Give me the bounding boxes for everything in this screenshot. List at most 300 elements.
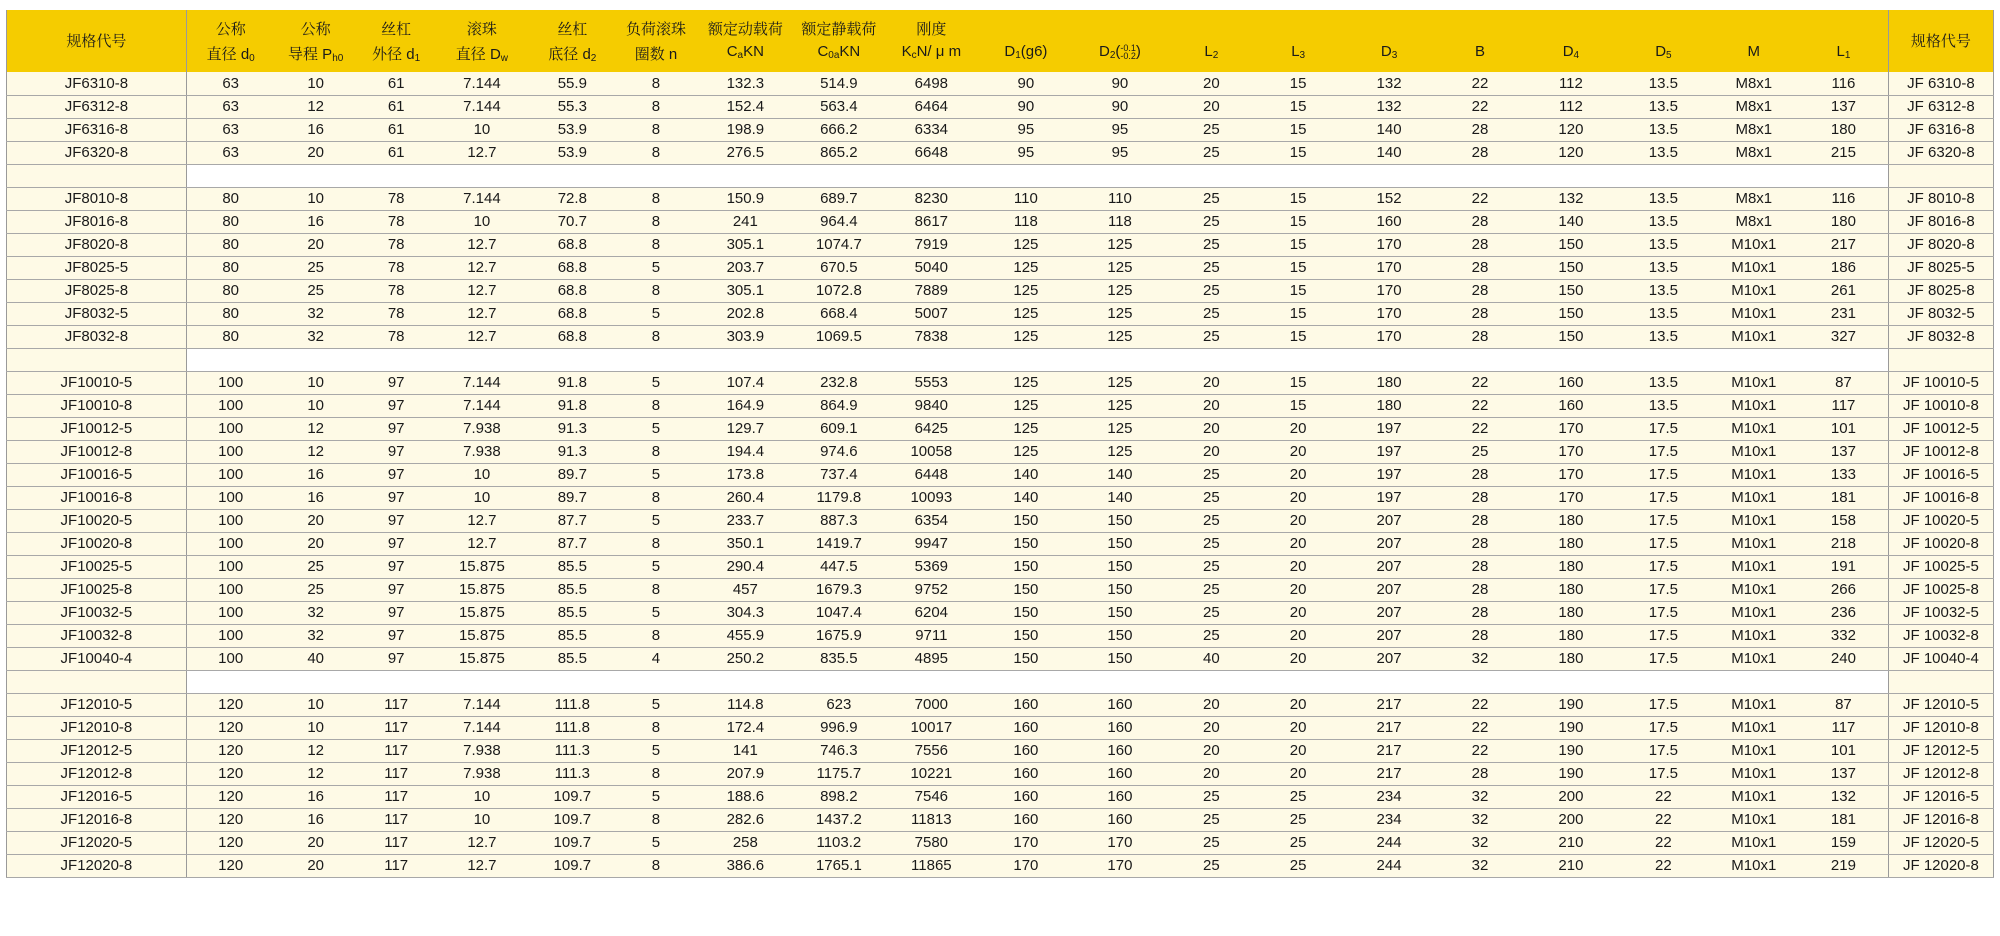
value-cell: 111.3 (528, 762, 616, 785)
value-cell: 8 (616, 716, 695, 739)
value-cell: 28 (1436, 486, 1523, 509)
value-cell: 12.7 (436, 509, 528, 532)
value-cell: 90 (1072, 95, 1169, 118)
value-cell: 13.5 (1618, 118, 1708, 141)
value-cell: 865.2 (795, 141, 882, 164)
value-cell: 20 (1255, 532, 1342, 555)
value-cell: 114.8 (695, 693, 795, 716)
value-cell: 5 (616, 302, 695, 325)
value-cell: 1074.7 (795, 233, 882, 256)
value-cell: 97 (357, 578, 436, 601)
value-cell: 28 (1436, 233, 1523, 256)
value-cell: 25 (1168, 187, 1254, 210)
value-cell: 68.8 (528, 325, 616, 348)
value-cell: 160 (980, 693, 1071, 716)
value-cell: 232.8 (795, 371, 882, 394)
value-cell: 110 (980, 187, 1071, 210)
value-cell: 100 (186, 555, 274, 578)
value-cell: 7919 (883, 233, 981, 256)
value-cell: 13.5 (1618, 233, 1708, 256)
value-cell: 1179.8 (795, 486, 882, 509)
value-cell: 25 (1168, 601, 1254, 624)
value-cell: 15.875 (436, 601, 528, 624)
value-cell: 25 (1168, 624, 1254, 647)
table-row (7, 854, 1994, 877)
value-cell: 12 (275, 417, 357, 440)
value-cell: 63 (186, 72, 274, 95)
value-cell: M10x1 (1709, 325, 1799, 348)
value-cell: 8 (616, 808, 695, 831)
value-cell: 85.5 (528, 578, 616, 601)
value-cell: 68.8 (528, 302, 616, 325)
value-cell: 170 (1342, 325, 1437, 348)
value-cell: 129.7 (695, 417, 795, 440)
spec-code-cell: JF12010-8 (7, 716, 187, 739)
value-cell: 180 (1524, 509, 1619, 532)
spec-code-cell: JF10012-8 (7, 440, 187, 463)
value-cell: 7000 (883, 693, 981, 716)
header-dynamic-load: 额定动载荷 (695, 10, 795, 41)
value-cell: 20 (1255, 578, 1342, 601)
value-cell: 898.2 (795, 785, 882, 808)
value-cell: 218 (1799, 532, 1888, 555)
table-row (7, 210, 1994, 233)
value-cell: 12.7 (436, 279, 528, 302)
value-cell: 87.7 (528, 532, 616, 555)
spec-code-cell: JF12020-5 (7, 831, 187, 854)
value-cell: 5 (616, 371, 695, 394)
value-cell: 231 (1799, 302, 1888, 325)
table-row (7, 440, 1994, 463)
value-cell: 7838 (883, 325, 981, 348)
value-cell: 150 (1072, 509, 1169, 532)
value-cell: 13.5 (1618, 256, 1708, 279)
spec-code-cell: JF8025-5 (7, 256, 187, 279)
value-cell: 170 (1072, 831, 1169, 854)
value-cell: 5 (616, 555, 695, 578)
value-cell: 160 (980, 762, 1071, 785)
value-cell: 8 (616, 486, 695, 509)
header-spec-code-right: 规格代号 (1888, 10, 1993, 72)
value-cell: 13.5 (1618, 371, 1708, 394)
value-cell: 53.9 (528, 141, 616, 164)
value-cell: 8 (616, 440, 695, 463)
value-cell: 10 (436, 463, 528, 486)
value-cell: 514.9 (795, 72, 882, 95)
value-cell: 12.7 (436, 532, 528, 555)
value-cell: 12.7 (436, 831, 528, 854)
value-cell: 132 (1342, 95, 1437, 118)
value-cell: 10 (436, 808, 528, 831)
value-cell: 28 (1436, 210, 1523, 233)
value-cell: 164.9 (695, 394, 795, 417)
value-cell: 170 (1342, 233, 1437, 256)
value-cell: 15 (1255, 279, 1342, 302)
spec-code-cell: JF10020-5 (7, 509, 187, 532)
value-cell: 8 (616, 95, 695, 118)
value-cell: 203.7 (695, 256, 795, 279)
value-cell: 80 (186, 325, 274, 348)
value-cell: 63 (186, 141, 274, 164)
value-cell: M8x1 (1709, 187, 1799, 210)
value-cell: 20 (1168, 693, 1254, 716)
table-row (7, 578, 1994, 601)
spec-code-cell: JF8032-5 (7, 302, 187, 325)
value-cell: 150.9 (695, 187, 795, 210)
value-cell: 20 (1168, 95, 1254, 118)
value-cell: 100 (186, 463, 274, 486)
value-cell: 20 (1255, 762, 1342, 785)
value-cell: 125 (1072, 325, 1169, 348)
value-cell: 32 (1436, 647, 1523, 670)
value-cell: 78 (357, 256, 436, 279)
value-cell: 125 (1072, 440, 1169, 463)
value-cell: 22 (1436, 417, 1523, 440)
value-cell: 97 (357, 394, 436, 417)
group-separator (7, 670, 1994, 693)
value-cell: 112 (1524, 72, 1619, 95)
header-B: B (1436, 41, 1523, 72)
value-cell: 1675.9 (795, 624, 882, 647)
value-cell: 12.7 (436, 325, 528, 348)
value-cell: 111.8 (528, 716, 616, 739)
spec-code-cell: JF10032-5 (7, 601, 187, 624)
value-cell: 160 (1072, 762, 1169, 785)
header-ph0: 导程 $P_{h0}$ (275, 41, 357, 72)
value-cell: 117 (357, 716, 436, 739)
value-cell: 15 (1255, 371, 1342, 394)
spec-code-cell: JF8020-8 (7, 233, 187, 256)
value-cell: 120 (1524, 118, 1619, 141)
value-cell: 85.5 (528, 601, 616, 624)
value-cell: 100 (186, 624, 274, 647)
value-cell: M8x1 (1709, 141, 1799, 164)
header-screw-outer: 丝杠 (357, 10, 436, 41)
table-row (7, 739, 1994, 762)
value-cell: 61 (357, 95, 436, 118)
spec-code-cell: JF12012-8 (7, 762, 187, 785)
value-cell: 180 (1342, 371, 1437, 394)
header-static-load: 额定静载荷 (795, 10, 882, 41)
value-cell: 22 (1436, 95, 1523, 118)
value-cell: 91.3 (528, 417, 616, 440)
value-cell: 150 (980, 509, 1071, 532)
value-cell: 20 (1255, 440, 1342, 463)
value-cell: 70.7 (528, 210, 616, 233)
value-cell: 10 (275, 716, 357, 739)
value-cell: 217 (1799, 233, 1888, 256)
value-cell: 120 (186, 739, 274, 762)
value-cell: 563.4 (795, 95, 882, 118)
value-cell: 217 (1342, 716, 1437, 739)
value-cell: 32 (275, 325, 357, 348)
table-row (7, 394, 1994, 417)
table-row (7, 762, 1994, 785)
value-cell: M10x1 (1709, 555, 1799, 578)
spec-code-right-cell: JF 10025-8 (1888, 578, 1993, 601)
value-cell: 194.4 (695, 440, 795, 463)
value-cell: 85.5 (528, 624, 616, 647)
value-cell: 150 (1524, 256, 1619, 279)
value-cell: M8x1 (1709, 210, 1799, 233)
value-cell: 15 (1255, 118, 1342, 141)
value-cell: 63 (186, 95, 274, 118)
value-cell: 186 (1799, 256, 1888, 279)
value-cell: 63 (186, 118, 274, 141)
value-cell: M10x1 (1709, 233, 1799, 256)
spec-code-right-cell: JF 10016-8 (1888, 486, 1993, 509)
value-cell: 10221 (883, 762, 981, 785)
spec-code-right-cell: JF 6312-8 (1888, 95, 1993, 118)
value-cell: 28 (1436, 302, 1523, 325)
value-cell: 12.7 (436, 141, 528, 164)
value-cell: 40 (275, 647, 357, 670)
value-cell: 20 (1255, 486, 1342, 509)
value-cell: 150 (1524, 279, 1619, 302)
table-row (7, 302, 1994, 325)
value-cell: 200 (1524, 808, 1619, 831)
value-cell: 10 (436, 118, 528, 141)
value-cell: 28 (1436, 578, 1523, 601)
value-cell: 5 (616, 256, 695, 279)
value-cell: 22 (1618, 785, 1708, 808)
value-cell: 16 (275, 486, 357, 509)
value-cell: 8 (616, 210, 695, 233)
header-ca: $C_aKN$ (695, 41, 795, 72)
header-D5: $D_5$ (1618, 41, 1708, 72)
spec-code-cell: JF10010-5 (7, 371, 187, 394)
value-cell: M10x1 (1709, 371, 1799, 394)
value-cell: M10x1 (1709, 601, 1799, 624)
spec-code-right-cell: JF 10010-8 (1888, 394, 1993, 417)
value-cell: 4 (616, 647, 695, 670)
value-cell: 100 (186, 532, 274, 555)
value-cell: M10x1 (1709, 532, 1799, 555)
value-cell: 160 (980, 716, 1071, 739)
spec-code-right-cell: JF 12012-8 (1888, 762, 1993, 785)
header-d2: 底径 $d_2$ (528, 41, 616, 72)
value-cell: 12.7 (436, 302, 528, 325)
value-cell: 160 (1072, 693, 1169, 716)
table-row (7, 233, 1994, 256)
value-cell: 190 (1524, 716, 1619, 739)
value-cell: 236 (1799, 601, 1888, 624)
value-cell: 173.8 (695, 463, 795, 486)
header-L2: $L_2$ (1168, 41, 1254, 72)
value-cell: 20 (1255, 693, 1342, 716)
value-cell: M8x1 (1709, 95, 1799, 118)
value-cell: 964.4 (795, 210, 882, 233)
header-coa: $C_{0a}KN$ (795, 41, 882, 72)
spec-code-right-cell: JF 12016-8 (1888, 808, 1993, 831)
value-cell: 22 (1436, 72, 1523, 95)
value-cell: 241 (695, 210, 795, 233)
value-cell: 160 (980, 785, 1071, 808)
value-cell: 28 (1436, 141, 1523, 164)
value-cell: M10x1 (1709, 509, 1799, 532)
value-cell: 150 (1072, 624, 1169, 647)
value-cell: 15 (1255, 141, 1342, 164)
value-cell: 7.144 (436, 187, 528, 210)
value-cell: 447.5 (795, 555, 882, 578)
spec-code-cell: JF8032-8 (7, 325, 187, 348)
value-cell: 6204 (883, 601, 981, 624)
value-cell: 8 (616, 187, 695, 210)
value-cell: 20 (1255, 417, 1342, 440)
value-cell: 887.3 (795, 509, 882, 532)
spec-code-right-cell: JF 10025-5 (1888, 555, 1993, 578)
value-cell: 290.4 (695, 555, 795, 578)
spec-code-cell: JF6320-8 (7, 141, 187, 164)
value-cell: 215 (1799, 141, 1888, 164)
value-cell: 190 (1524, 739, 1619, 762)
value-cell: 150 (980, 601, 1071, 624)
value-cell: 6448 (883, 463, 981, 486)
value-cell: 217 (1342, 693, 1437, 716)
value-cell: 197 (1342, 463, 1437, 486)
value-cell: 100 (186, 417, 274, 440)
value-cell: 109.7 (528, 785, 616, 808)
value-cell: 8 (616, 141, 695, 164)
table-row (7, 532, 1994, 555)
value-cell: 32 (1436, 854, 1523, 877)
value-cell: 125 (1072, 302, 1169, 325)
value-cell: 150 (1072, 532, 1169, 555)
value-cell: M8x1 (1709, 118, 1799, 141)
value-cell: 190 (1524, 693, 1619, 716)
value-cell: 22 (1436, 716, 1523, 739)
value-cell: 32 (1436, 808, 1523, 831)
value-cell: 140 (1072, 463, 1169, 486)
spec-sheet (6, 10, 1994, 878)
value-cell: 22 (1618, 808, 1708, 831)
value-cell: 109.7 (528, 808, 616, 831)
value-cell: 5 (616, 693, 695, 716)
value-cell: 160 (1072, 785, 1169, 808)
value-cell: 17.5 (1618, 601, 1708, 624)
value-cell: 10 (275, 72, 357, 95)
value-cell: 28 (1436, 532, 1523, 555)
value-cell: 180 (1342, 394, 1437, 417)
value-cell: 78 (357, 279, 436, 302)
value-cell: 17.5 (1618, 739, 1708, 762)
table-row (7, 325, 1994, 348)
spec-code-right-cell: JF 10020-5 (1888, 509, 1993, 532)
value-cell: 97 (357, 601, 436, 624)
value-cell: 197 (1342, 417, 1437, 440)
spec-code-right-cell: JF 6310-8 (1888, 72, 1993, 95)
table-row (7, 463, 1994, 486)
value-cell: 80 (186, 187, 274, 210)
header-dw: 直径 $D_w$ (436, 41, 528, 72)
value-cell: 78 (357, 325, 436, 348)
value-cell: 95 (980, 141, 1071, 164)
value-cell: 1069.5 (795, 325, 882, 348)
value-cell: 20 (1168, 716, 1254, 739)
value-cell: 125 (1072, 371, 1169, 394)
value-cell: 80 (186, 233, 274, 256)
value-cell: 20 (275, 509, 357, 532)
value-cell: M10x1 (1709, 463, 1799, 486)
value-cell: 10 (275, 187, 357, 210)
value-cell: 7556 (883, 739, 981, 762)
value-cell: 5007 (883, 302, 981, 325)
value-cell: 125 (980, 394, 1071, 417)
spec-code-cell: JF10012-5 (7, 417, 187, 440)
value-cell: 28 (1436, 279, 1523, 302)
spec-code-cell: JF10032-8 (7, 624, 187, 647)
value-cell: 20 (275, 831, 357, 854)
value-cell: 170 (1342, 302, 1437, 325)
value-cell: 116 (1799, 187, 1888, 210)
value-cell: 120 (1524, 141, 1619, 164)
value-cell: 13.5 (1618, 325, 1708, 348)
value-cell: 12.7 (436, 256, 528, 279)
value-cell: 117 (357, 785, 436, 808)
value-cell: 210 (1524, 854, 1619, 877)
value-cell: 17.5 (1618, 532, 1708, 555)
value-cell: 28 (1436, 624, 1523, 647)
value-cell: 8 (616, 279, 695, 302)
value-cell: 17.5 (1618, 716, 1708, 739)
value-cell: 89.7 (528, 463, 616, 486)
value-cell: 22 (1436, 187, 1523, 210)
value-cell: 244 (1342, 831, 1437, 854)
value-cell: 25 (1168, 325, 1254, 348)
value-cell: 5 (616, 785, 695, 808)
value-cell: M10x1 (1709, 578, 1799, 601)
value-cell: 5040 (883, 256, 981, 279)
value-cell: 101 (1799, 417, 1888, 440)
value-cell: 22 (1436, 371, 1523, 394)
value-cell: 15 (1255, 394, 1342, 417)
value-cell: 172.4 (695, 716, 795, 739)
value-cell: 5369 (883, 555, 981, 578)
value-cell: 125 (980, 417, 1071, 440)
value-cell: 13.5 (1618, 187, 1708, 210)
value-cell: 15 (1255, 302, 1342, 325)
value-cell: 219 (1799, 854, 1888, 877)
value-cell: 17.5 (1618, 578, 1708, 601)
value-cell: 22 (1618, 854, 1708, 877)
value-cell: 150 (980, 647, 1071, 670)
table-row (7, 187, 1994, 210)
value-cell: 305.1 (695, 279, 795, 302)
group-separator (7, 348, 1994, 371)
value-cell: 20 (1255, 509, 1342, 532)
value-cell: 87 (1799, 693, 1888, 716)
value-cell: 170 (1342, 279, 1437, 302)
value-cell: 140 (1524, 210, 1619, 233)
value-cell: 180 (1799, 118, 1888, 141)
value-cell: 22 (1436, 693, 1523, 716)
value-cell: 20 (275, 532, 357, 555)
spec-code-cell: JF8025-8 (7, 279, 187, 302)
value-cell: 25 (1168, 256, 1254, 279)
value-cell: 132 (1799, 785, 1888, 808)
value-cell: 13.5 (1618, 210, 1708, 233)
value-cell: 28 (1436, 463, 1523, 486)
value-cell: 746.3 (795, 739, 882, 762)
value-cell: 97 (357, 532, 436, 555)
value-cell: 78 (357, 210, 436, 233)
spec-code-cell: JF10040-4 (7, 647, 187, 670)
value-cell: 974.6 (795, 440, 882, 463)
value-cell: 132 (1524, 187, 1619, 210)
value-cell: 120 (186, 854, 274, 877)
value-cell: M10x1 (1709, 808, 1799, 831)
value-cell: 28 (1436, 256, 1523, 279)
